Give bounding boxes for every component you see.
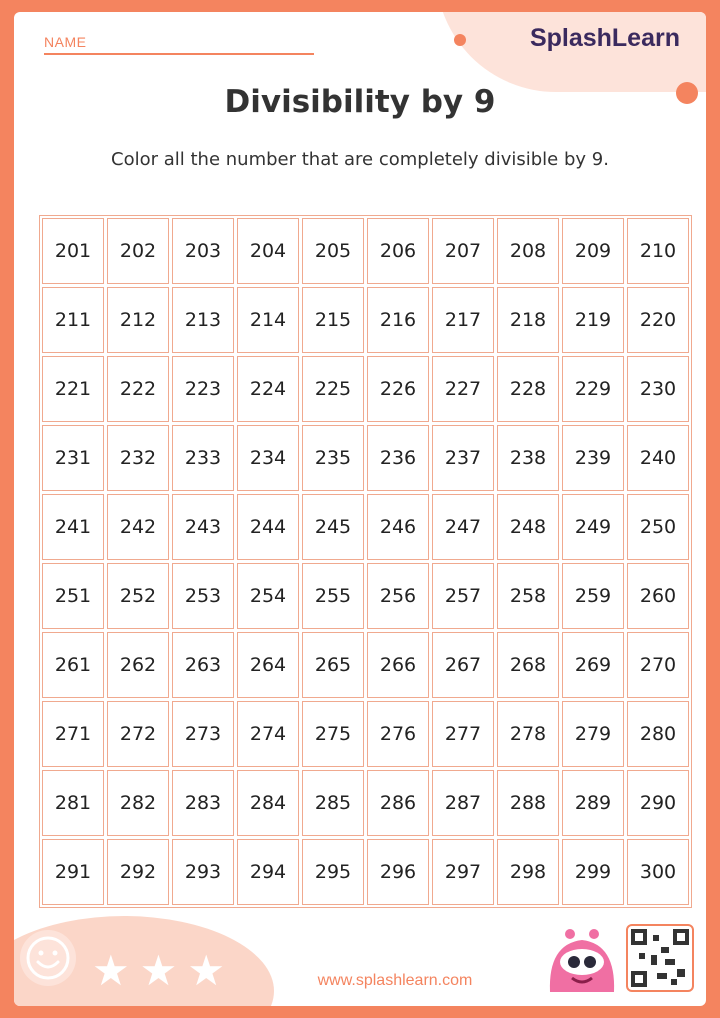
number-cell[interactable]: 264 [237,632,299,698]
number-cell[interactable]: 298 [497,839,559,905]
number-cell[interactable]: 275 [302,701,364,767]
name-line[interactable] [44,53,314,55]
name-field[interactable] [44,34,314,55]
number-cell[interactable]: 219 [562,287,624,353]
number-cell[interactable]: 281 [42,770,104,836]
number-cell[interactable]: 291 [42,839,104,905]
number-cell[interactable]: 282 [107,770,169,836]
number-cell[interactable]: 201 [42,218,104,284]
number-cell[interactable]: 293 [172,839,234,905]
number-cell[interactable]: 299 [562,839,624,905]
number-cell[interactable]: 244 [237,494,299,560]
number-cell[interactable]: 273 [172,701,234,767]
number-cell[interactable]: 204 [237,218,299,284]
number-cell[interactable]: 289 [562,770,624,836]
number-cell[interactable]: 278 [497,701,559,767]
number-cell[interactable]: 203 [172,218,234,284]
worksheet [14,12,706,1006]
number-grid [39,215,692,908]
number-cell[interactable]: 259 [562,563,624,629]
number-cell[interactable]: 241 [42,494,104,560]
number-cell[interactable]: 210 [627,218,689,284]
number-cell[interactable]: 287 [432,770,494,836]
decor-dot [454,34,466,46]
number-cell[interactable]: 258 [497,563,559,629]
number-cell[interactable]: 283 [172,770,234,836]
number-cell[interactable]: 220 [627,287,689,353]
number-cell[interactable]: 218 [497,287,559,353]
number-cell[interactable]: 297 [432,839,494,905]
number-cell[interactable]: 222 [107,356,169,422]
number-cell[interactable]: 216 [367,287,429,353]
number-cell[interactable]: 226 [367,356,429,422]
number-cell[interactable]: 229 [562,356,624,422]
number-cell[interactable]: 266 [367,632,429,698]
number-cell[interactable]: 243 [172,494,234,560]
number-cell[interactable]: 207 [432,218,494,284]
number-cell[interactable]: 279 [562,701,624,767]
number-cell[interactable]: 212 [107,287,169,353]
number-cell[interactable]: 261 [42,632,104,698]
number-cell[interactable]: 257 [432,563,494,629]
number-cell[interactable]: 296 [367,839,429,905]
instruction-text: Color all the number that are completely divisible by 9. [111,149,609,170]
number-cell[interactable]: 267 [432,632,494,698]
number-cell[interactable]: 225 [302,356,364,422]
number-cell[interactable]: 205 [302,218,364,284]
number-cell[interactable]: 238 [497,425,559,491]
number-cell[interactable]: 223 [172,356,234,422]
number-cell[interactable]: 236 [367,425,429,491]
number-cell[interactable]: 227 [432,356,494,422]
star-icon: ★ [187,946,225,995]
number-cell[interactable]: 256 [367,563,429,629]
number-cell[interactable]: 285 [302,770,364,836]
number-cell[interactable]: 274 [237,701,299,767]
number-cell[interactable]: 235 [302,425,364,491]
number-cell[interactable]: 232 [107,425,169,491]
number-cell[interactable]: 230 [627,356,689,422]
number-cell[interactable]: 239 [562,425,624,491]
footer-url[interactable]: www.splashlearn.com [317,972,473,989]
number-cell[interactable]: 221 [42,356,104,422]
number-cell[interactable]: 234 [237,425,299,491]
number-cell[interactable]: 202 [107,218,169,284]
number-cell[interactable]: 233 [172,425,234,491]
number-cell[interactable]: 292 [107,839,169,905]
number-cell[interactable]: 228 [497,356,559,422]
number-cell[interactable]: 224 [237,356,299,422]
number-cell[interactable]: 269 [562,632,624,698]
number-cell[interactable]: 208 [497,218,559,284]
number-cell[interactable]: 217 [432,287,494,353]
number-cell[interactable]: 286 [367,770,429,836]
number-cell[interactable]: 240 [627,425,689,491]
number-cell[interactable]: 251 [42,563,104,629]
number-cell[interactable]: 254 [237,563,299,629]
number-cell[interactable]: 295 [302,839,364,905]
number-cell[interactable]: 276 [367,701,429,767]
number-cell[interactable]: 270 [627,632,689,698]
page-title: Divisibility by 9 [224,84,496,120]
number-cell[interactable]: 277 [432,701,494,767]
number-cell[interactable]: 260 [627,563,689,629]
number-cell[interactable]: 209 [562,218,624,284]
monster-mascot [542,922,622,998]
number-cell[interactable]: 272 [107,701,169,767]
star-icon: ★ [92,946,130,995]
number-cell[interactable]: 262 [107,632,169,698]
number-cell[interactable]: 211 [42,287,104,353]
number-cell[interactable]: 242 [107,494,169,560]
number-cell[interactable]: 288 [497,770,559,836]
number-cell[interactable]: 214 [237,287,299,353]
number-cell[interactable]: 280 [627,701,689,767]
number-cell[interactable]: 253 [172,563,234,629]
number-cell[interactable]: 249 [562,494,624,560]
number-cell[interactable]: 284 [237,770,299,836]
name-label: NAME [44,34,87,50]
number-cell[interactable]: 213 [172,287,234,353]
number-cell[interactable]: 215 [302,287,364,353]
number-cell[interactable]: 265 [302,632,364,698]
number-cell[interactable]: 271 [42,701,104,767]
number-cell[interactable]: 294 [237,839,299,905]
number-cell[interactable]: 250 [627,494,689,560]
number-cell[interactable]: 247 [432,494,494,560]
number-cell[interactable]: 252 [107,563,169,629]
number-cell[interactable]: 268 [497,632,559,698]
number-cell[interactable]: 206 [367,218,429,284]
number-cell[interactable]: 255 [302,563,364,629]
number-cell[interactable]: 246 [367,494,429,560]
number-cell[interactable]: 231 [42,425,104,491]
number-cell[interactable]: 263 [172,632,234,698]
number-cell[interactable]: 290 [627,770,689,836]
number-cell[interactable]: 248 [497,494,559,560]
number-cell[interactable]: 245 [302,494,364,560]
star-icon: ★ [139,946,178,995]
qr-code [626,924,694,992]
splashlearn-logo: SplashLearn [529,24,680,52]
number-cell[interactable]: 300 [627,839,689,905]
number-cell[interactable]: 237 [432,425,494,491]
